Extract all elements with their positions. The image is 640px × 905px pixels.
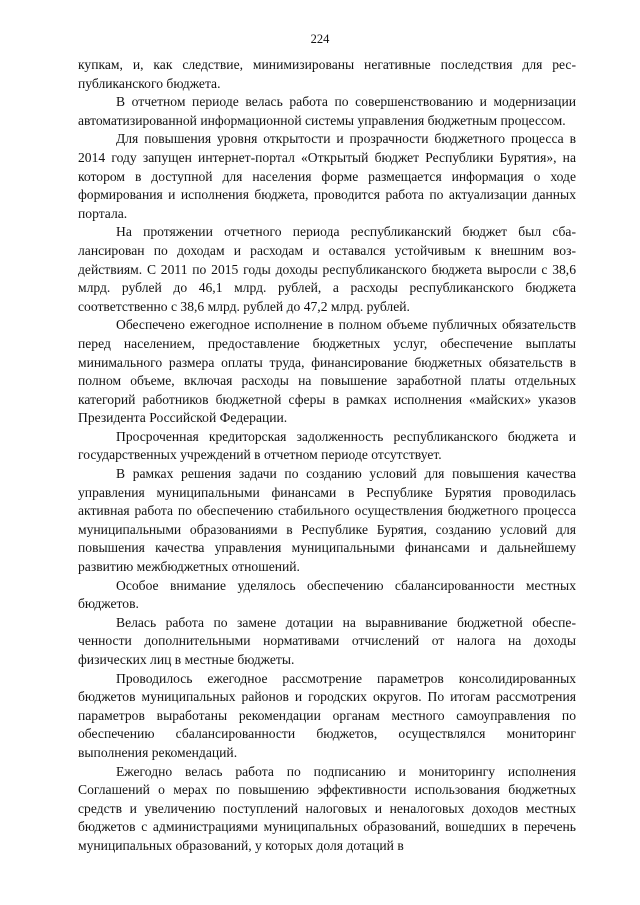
paragraph: В рамках решения задачи по созданию условий для повышения качества управления муниципальными финансами в Республике Бурятия проводилась активная работа по обеспечению стабильного осуществления бюджетного процесса муниципальными образованиями в Республике Бурятия, созданию условий для повышения качества управления муниципальными финансами и дальнейшему развитию межбюджетных отношений.: [78, 466, 576, 575]
body-text: [78, 56, 576, 856]
paragraph: Для повышения уровня открытости и прозрачности бюджетного процесса в 2014 году запущен интернет-портал «Открытый бюджет Республики Бурятия», на котором в доступной для населения форме размещается информация о ходе формирования и исполнения бюджета, проводится работа по актуализации данных портала.: [78, 131, 576, 221]
page-number: 224: [310, 32, 330, 46]
paragraph: Ежегодно велась работа по подписанию и мониторингу исполнения Соглашений о мерах по повышению эффективности использования бюджетных средств и увеличению поступлений налоговых и неналоговых доходов местных бюджетов с администрациями муниципальных образований, вошедших в перечень муниципальных образований, у которых доля дотаций в: [78, 763, 576, 853]
paragraph: Особое внимание уделялось обеспечению сбалансированности местных бюджетов.: [78, 577, 576, 612]
paragraph: Просроченная кредиторская задолженность республиканского бюджета и государственных учреждений в отчетном периоде отсутствует.: [78, 428, 576, 463]
paragraph: На протяжении отчетного периода республиканский бюджет был сбалансирован по доходам и расходам и оставался устойчивым к внешним воздействиям. С 2011 по 2015 годы доходы республиканского бюджета выросли с 38,6 млрд. рублей до 46,1 млрд. рублей, а расходы республиканского бюджета соответственно с 38,6 млрд. рублей до 47,2 млрд. рублей.: [78, 224, 576, 314]
paragraph: Велась работа по замене дотации на выравнивание бюджетной обеспеченности дополнительными нормативами отчислений от налога на доходы физических лиц в местные бюджеты.: [78, 614, 576, 667]
paragraph: купкам, и, как следствие, минимизированы негативные последствия для республиканского бюджета.: [78, 57, 576, 91]
paragraph: Проводилось ежегодное рассмотрение параметров консолидированных бюджетов муниципальных районов и городских округов. По итогам рассмотрения параметров выработаны рекомендации органам местного самоуправления по обеспечению сбалансированности бюджетов, осуществлялся мониторинг выполнения рекомендаций.: [78, 670, 576, 760]
paragraph: В отчетном периоде велась работа по совершенствованию и модернизации автоматизированной информационной системы управления бюджетным процессом.: [78, 94, 576, 128]
paragraph: Обеспечено ежегодное исполнение в полном объеме публичных обязательств перед населением, предоставление бюджетных услуг, обеспечение выплаты минимального размера оплаты труда, финансирование бюджетных обязательств в полном объеме, включая расходы на повышение заработной платы отдельных категорий работников бюджетной сферы в рамках исполнения «майских» указов Президента Российской Федерации.: [78, 317, 576, 426]
